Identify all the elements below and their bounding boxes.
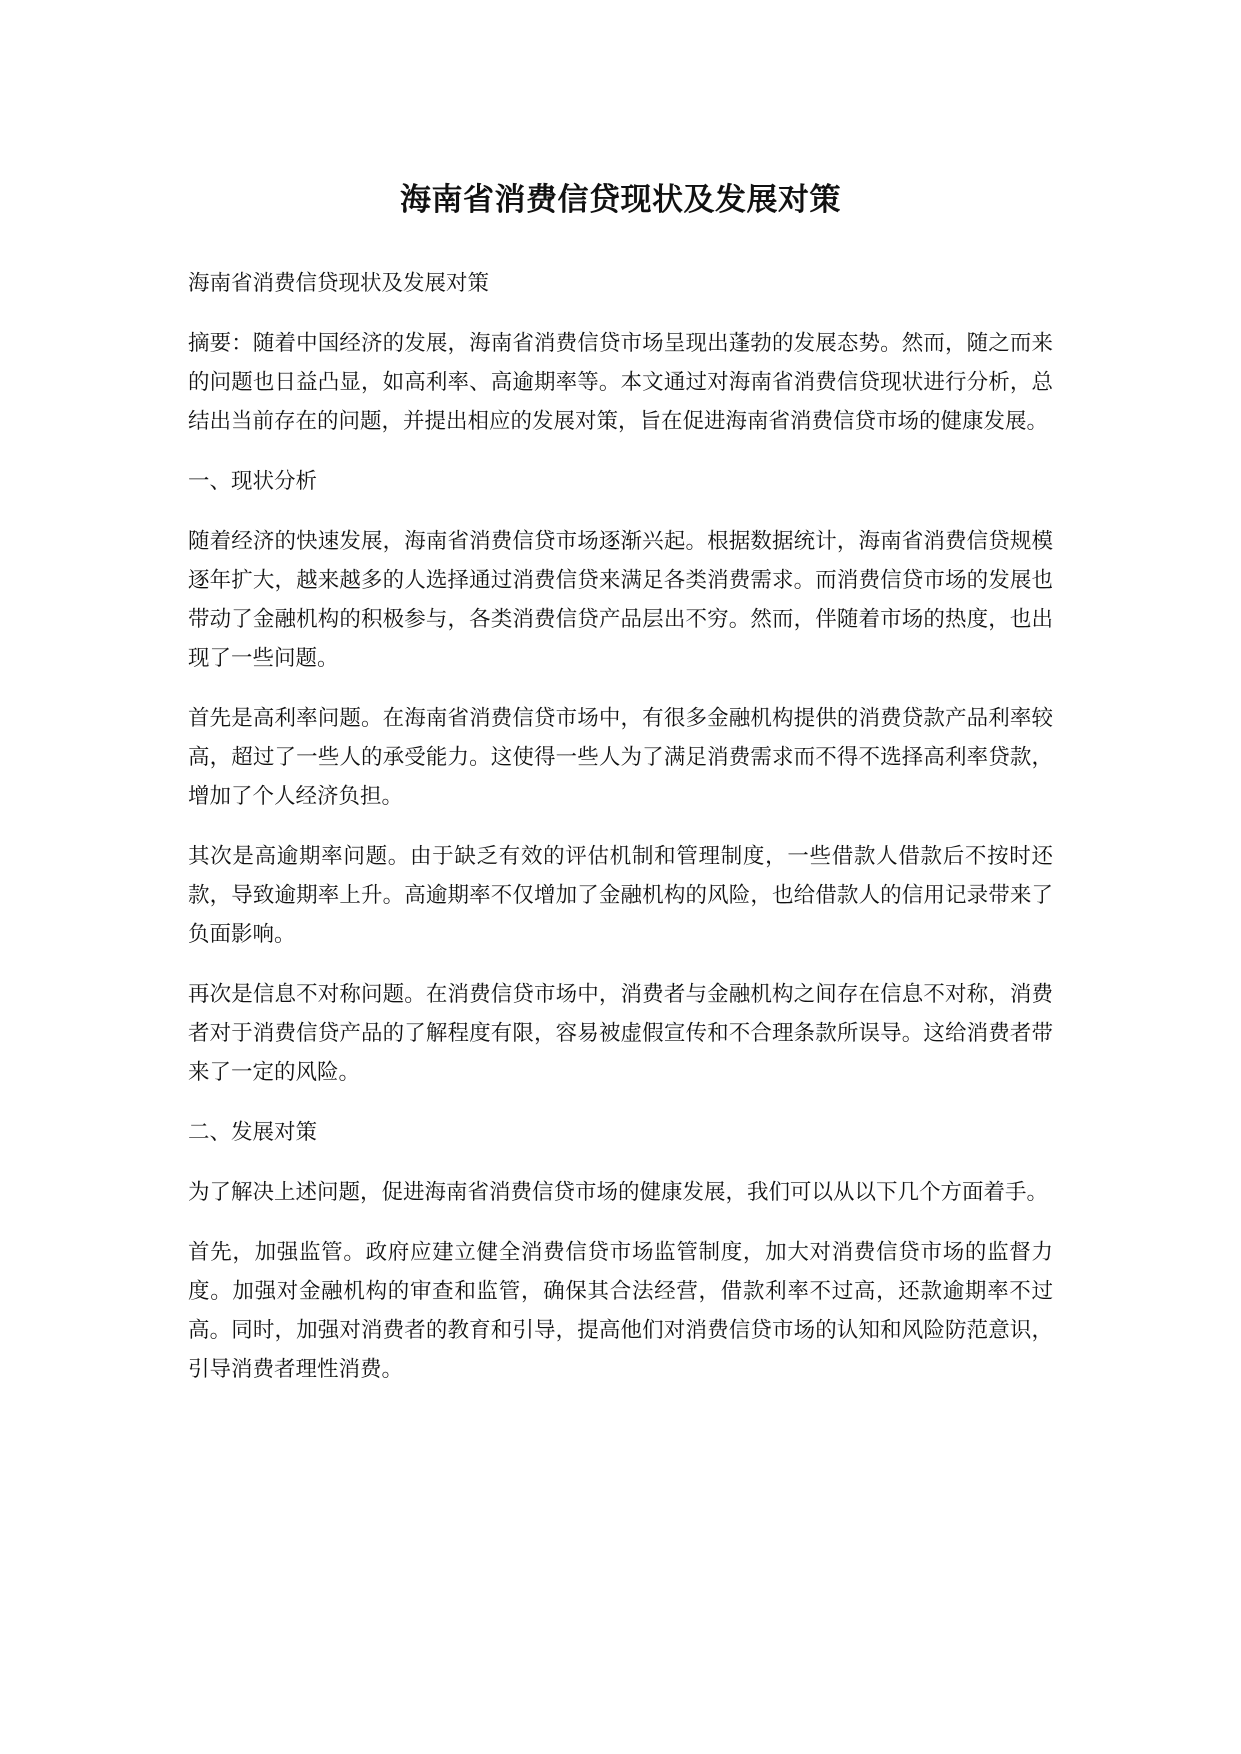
abstract-paragraph: 摘要：随着中国经济的发展，海南省消费信贷市场呈现出蓬勃的发展态势。然而，随之而来的问题也日益凸显，如高利率、高逾期率等。本文通过对海南省消费信贷现状进行分析，总结出当前存在的问题，并提出相应的发展对策，旨在促进海南省消费信贷市场的健康发展。 [188,331,1053,434]
document-body [188,264,1053,1389]
section-heading-strategy: 二、发展对策 [188,1120,318,1145]
body-paragraph: 随着经济的快速发展，海南省消费信贷市场逐渐兴起。根据数据统计，海南省消费信贷规模逐年扩大，越来越多的人选择通过消费信贷来满足各类消费需求。而消费信贷市场的发展也带动了金融机构的积极参与，各类消费信贷产品层出不穷。然而，伴随着市场的热度，也出现了一些问题。 [188,529,1053,671]
body-paragraph: 再次是信息不对称问题。在消费信贷市场中，消费者与金融机构之间存在信息不对称，消费者对于消费信贷产品的了解程度有限，容易被虚假宣传和不合理条款所误导。这给消费者带来了一定的风险。 [188,982,1053,1085]
body-paragraph: 首先是高利率问题。在海南省消费信贷市场中，有很多金融机构提供的消费贷款产品利率较高，超过了一些人的承受能力。这使得一些人为了满足消费需求而不得不选择高利率贷款，增加了个人经济负担。 [188,706,1053,809]
body-paragraph: 首先，加强监管。政府应建立健全消费信贷市场监管制度，加大对消费信贷市场的监督力度。加强对金融机构的审查和监管，确保其合法经营，借款利率不过高，还款逾期率不过高。同时，加强对消费者的教育和引导，提高他们对消费信贷市场的认知和风险防范意识，引导消费者理性消费。 [188,1240,1053,1382]
subtitle-paragraph: 海南省消费信贷现状及发展对策 [188,271,490,296]
document-title: 海南省消费信贷现状及发展对策 [400,182,841,218]
section-heading-status: 一、现状分析 [188,469,318,494]
body-paragraph: 为了解决上述问题，促进海南省消费信贷市场的健康发展，我们可以从以下几个方面着手。 [188,1180,1049,1205]
body-paragraph: 其次是高逾期率问题。由于缺乏有效的评估机制和管理制度，一些借款人借款后不按时还款，导致逾期率上升。高逾期率不仅增加了金融机构的风险，也给借款人的信用记录带来了负面影响。 [188,844,1053,947]
